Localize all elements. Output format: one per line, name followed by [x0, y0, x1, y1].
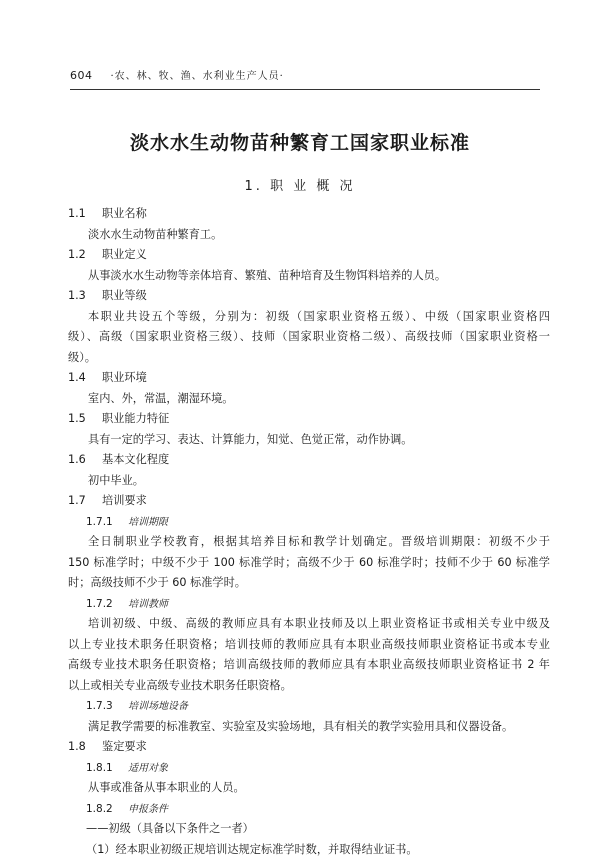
- subsection-title: 申报条件: [128, 804, 168, 815]
- subsection-heading: [68, 594, 550, 615]
- section-title: 基本文化程度: [102, 453, 169, 466]
- subsection-title: 培训期限: [128, 517, 168, 528]
- section-number: 1.5: [68, 409, 102, 430]
- section-number: 1.8: [68, 737, 102, 758]
- running-title: ·农、林、牧、渔、水利业生产人员·: [111, 71, 284, 82]
- section-number: 1.2: [68, 245, 102, 266]
- paragraph-line: 150 标准学时；中级不少于 100 标准学时；高级不少于 60 标准学时；技师不少于 60 标准学: [68, 553, 550, 574]
- section-number: 1.6: [68, 450, 102, 471]
- subsection-number: 1.8.1: [86, 758, 128, 779]
- paragraph-line: 淡水水生动物苗种繁育工。: [68, 225, 550, 246]
- header-rule: [70, 89, 540, 90]
- page-number: 604: [70, 69, 93, 82]
- paragraph-line: 级）、高级（国家职业资格三级）、技师（国家职业资格二级）、高级技师（国家职业资格一: [68, 327, 550, 348]
- paragraph-line: （1）经本职业初级正规培训达规定标准学时数，并取得结业证书。: [68, 840, 550, 860]
- subsection-title: 培训场地设备: [128, 701, 188, 712]
- section-title: 职业能力特征: [102, 412, 169, 425]
- paragraph-line: 具有一定的学习、表达、计算能力，知觉、色觉正常，动作协调。: [68, 430, 550, 451]
- section-heading: [68, 204, 550, 225]
- paragraph-line: 级）。: [68, 348, 550, 369]
- subsection-title: 培训教师: [128, 599, 168, 610]
- section-number: 1.1: [68, 204, 102, 225]
- section-heading: [68, 491, 550, 512]
- paragraph-line: 以上或相关专业高级专业技术职务任职资格。: [68, 676, 550, 697]
- paragraph-line: 高级专业技术职务任职资格；培训高级技师的教师应具有本职业高级技师职业资格证书 2 年: [68, 655, 550, 676]
- section-title: 职业定义: [102, 248, 147, 261]
- subsection-number: 1.8.2: [86, 799, 128, 820]
- paragraph-line: 满足教学需要的标准教室、实验室及实验场地，具有相关的教学实验用具和仪器设备。: [68, 717, 550, 738]
- subsection-heading: [68, 512, 550, 533]
- paragraph-line: 初中毕业。: [68, 471, 550, 492]
- section-heading: [68, 286, 550, 307]
- section-number: 1.3: [68, 286, 102, 307]
- subsection-title: 适用对象: [128, 763, 168, 774]
- section-heading: [68, 450, 550, 471]
- paragraph-line: ——初级（具备以下条件之一者）: [68, 819, 550, 840]
- document-title: 淡水水生动物苗种繁育工国家职业标准: [0, 128, 600, 155]
- section-number: 1.7: [68, 491, 102, 512]
- running-header: [70, 66, 540, 86]
- subsection-heading: [68, 799, 550, 820]
- document-body: [68, 204, 550, 860]
- section-title: 鉴定要求: [102, 740, 147, 753]
- section-heading: [68, 737, 550, 758]
- paragraph-line: 从事或准备从事本职业的人员。: [68, 778, 550, 799]
- paragraph-line: 本职业共设五个等级，分别为：初级（国家职业资格五级）、中级（国家职业资格四: [68, 307, 550, 328]
- section-heading: [68, 409, 550, 430]
- section-title: 职业等级: [102, 289, 147, 302]
- section-title: 职业名称: [102, 207, 147, 220]
- subsection-number: 1.7.3: [86, 696, 128, 717]
- section-number: 1.4: [68, 368, 102, 389]
- section-title: 职业环境: [102, 371, 147, 384]
- subsection-heading: [68, 758, 550, 779]
- paragraph-line: 从事淡水水生动物等亲体培育、繁殖、苗种培育及生物饵料培养的人员。: [68, 266, 550, 287]
- subsection-heading: [68, 696, 550, 717]
- chapter-heading: 1. 职 业 概 况: [0, 175, 600, 194]
- paragraph-line: 室内、外，常温，潮湿环境。: [68, 389, 550, 410]
- section-heading: [68, 245, 550, 266]
- section-heading: [68, 368, 550, 389]
- paragraph-line: 全日制职业学校教育，根据其培养目标和教学计划确定。晋级培训期限：初级不少于: [68, 532, 550, 553]
- subsection-number: 1.7.1: [86, 512, 128, 533]
- paragraph-line: 以上专业技术职务任职资格；培训技师的教师应具有本职业高级技师职业资格证书或本专业: [68, 635, 550, 656]
- paragraph-line: 培训初级、中级、高级的教师应具有本职业技师及以上职业资格证书或相关专业中级及: [68, 614, 550, 635]
- paragraph-line: 时；高级技师不少于 60 标准学时。: [68, 573, 550, 594]
- section-title: 培训要求: [102, 494, 147, 507]
- subsection-number: 1.7.2: [86, 594, 128, 615]
